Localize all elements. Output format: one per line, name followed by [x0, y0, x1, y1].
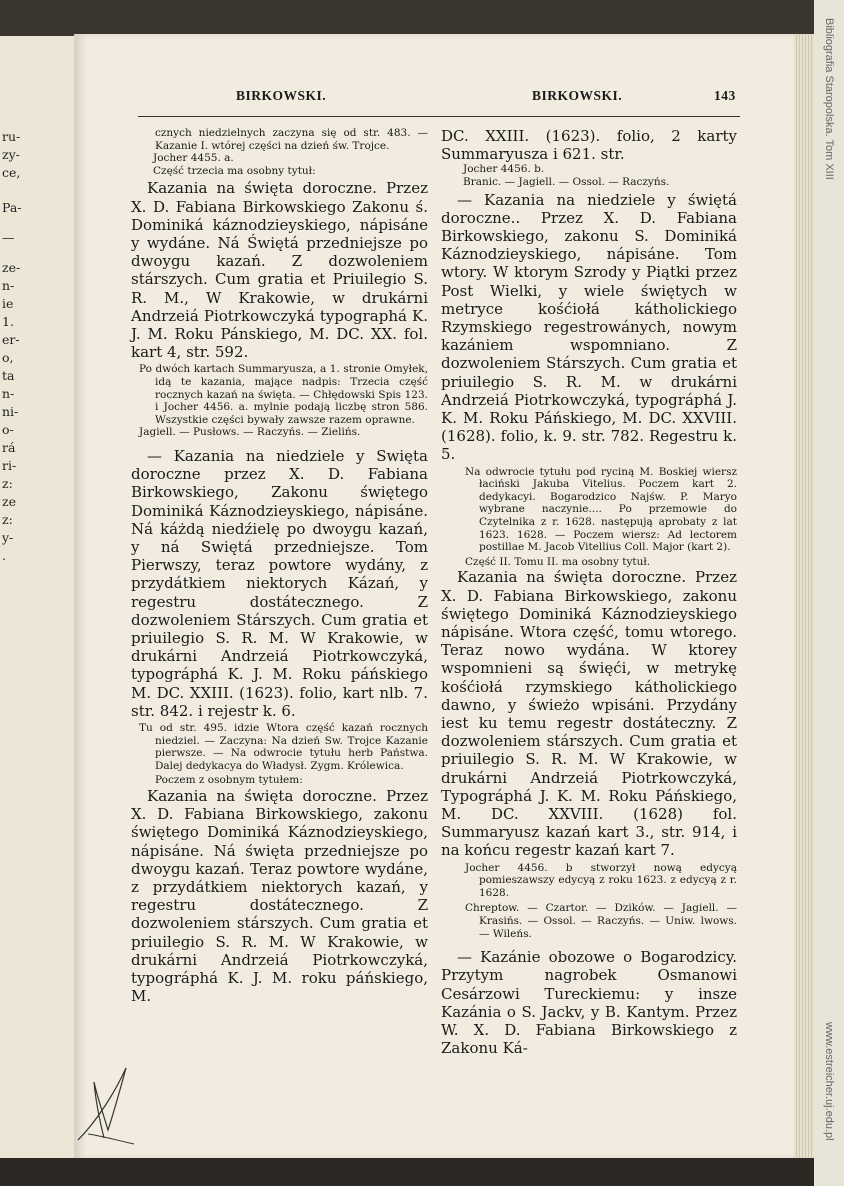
margin-fragment: ri- [2, 458, 17, 473]
header-rule [138, 116, 740, 117]
margin-fragment: n- [2, 386, 15, 401]
paragraph: Jocher 4456. b stworzył nową edycyą pomieszawszy edycyą z roku 1623. z edycyą z r. 1628. [465, 861, 737, 899]
margin-fragment: ze [2, 494, 16, 509]
paragraph: DC. XXIII. (1623). folio, 2 karty Summaryusza i 621. str. [441, 127, 737, 164]
margin-fragment: ze- [2, 260, 21, 275]
margin-fragment: o, [2, 350, 14, 365]
margin-fragment: z: [2, 512, 13, 527]
paragraph: Jocher 4455. a. [153, 152, 234, 165]
running-head-left: BIRKOWSKI. [236, 88, 327, 103]
margin-fragment: . [2, 548, 6, 563]
left-page-fragment [0, 36, 82, 1158]
paragraph: Kazania na święta doroczne. Przez X. D. Fabiana Birkowskiego, zakonu świętego Dominiká Káznodzieyskiego, nápisáne. Ná święta przedniejsze po dwoygu kazań. Teraz powtore wydáne, z przydátkiem niektorych kazań, y regestru dostátecznego. Z dozwoleniem stárszych. Cum gratia et priuilegio S. R. M. W Krakowie, w drukárni Andrzeiá Piotrkowczyká, typográphá K. J. M. roku páńskiego, M. [131, 786, 428, 1006]
margin-fragment: o- [2, 422, 14, 437]
paragraph: Poczem z osobnym tytułem: [155, 774, 303, 787]
paragraph: — Kazania na niedziele y świętá doroczne.. Przez X. D. Fabiana Birkowskiego, zakonu S. Dominiká Káznodzieyskiego, nápisáne. Tom wtory. W ktorym Szrody y Piątki przez Post Wielki, y wiele świętych w metryce kośćiołá kátholickiego Rzymskiego regestrowánych, nowym kazániem wspomniano. Z dozwoleniem Stárszych. Cum gratia et priuilegio S. R. M. w drukárni Andrzeiá Piotrkowczyká, typográphá J. K. M. Roku Páńskiego, M. DC. XXVIII. (1628). folio, k. 9. str. 782. Regestru k. 5. [441, 190, 737, 464]
margin-fragment: rá [2, 440, 16, 455]
paragraph: Część trzecia ma osobny tytuł: [153, 164, 316, 177]
paragraph: Jocher 4456. b. [463, 163, 545, 176]
side-label-bottom: www.estreicher.uj.edu.pl [823, 1022, 835, 1141]
right-column [441, 127, 737, 1057]
paragraph: Chreptow. — Czartor. — Dzików. — Jagiell. — Krasińs. — Ossol. — Raczyńs. — Uniw. lwows. — Wileńs. [465, 902, 737, 940]
margin-fragment: zy- [2, 147, 20, 162]
margin-fragment: y- [2, 530, 14, 545]
paragraph: cznych niedzielnych zaczyna się od str. 483. — Kazanie I. wtórej części na dzień św. Trojce. [155, 127, 428, 152]
margin-fragment: ie [2, 296, 14, 311]
library-stamp-mark [68, 1060, 148, 1150]
paragraph: — Kazania na niedziele y Swięta doroczne przez X. D. Fabiana Birkowskiego, Zakonu świętego Dominiká Káznodzieyskiego, nápisáne. Ná káżdą niedźielę po dwoygu kazań, y ná Swiętá przedniejsze. Tom Pierwszy, teraz powtore wydány, z przydátkiem niektorych Kázań, y regestru dostátecznego. Z dozwoleniem Stárszych. Cum gratia et priuilegio S. R. M. W Krakowie, w drukárni Andrzeiá Piotrkowczyká, typográphá K. J. M. Roku páńskiego M. DC. XXIII. (1623). folio, kart nlb. 7. str. 842. i rejestr k. 6. [131, 446, 428, 720]
page-edges [794, 34, 814, 1160]
paragraph: Branic. — Jagiell. — Ossol. — Raczyńs. [463, 176, 670, 188]
page-number: 143 [714, 88, 736, 103]
scanner-background-bottom [0, 1158, 814, 1186]
margin-fragment: — [2, 230, 15, 245]
margin-fragment: n- [2, 278, 15, 293]
side-strip [814, 0, 844, 1186]
margin-fragment: ta [2, 368, 15, 383]
running-head-right: BIRKOWSKI. [532, 88, 623, 103]
paragraph: Tu od str. 495. idzie Wtora część kazań rocznych niedziel. — Zaczyna: Na dzień Sw. Trojce Kazanie pierwsze. — Na odwrocie tytułu herb Państwa. Dalej dedykacya do Władysł. Zygm. Królewica. [139, 722, 428, 772]
paragraph: Część II. Tomu II. ma osobny tytuł. [465, 555, 651, 568]
margin-fragment: ce, [2, 165, 21, 180]
paragraph: — Kazánie obozowe o Bogarodzicy. Przytym nagrobek Osmanowi Cesárzowi Tureckiemu: y insze Kazánia o S. Jackv, y B. Kantym. Przez W. X. D. Fabiana Birkowskiego z Zakonu Ká- [441, 948, 737, 1058]
side-label-top: Bibliografia Staropolska. Tom XIII [823, 18, 835, 180]
margin-fragment: 1. [2, 314, 14, 329]
paragraph: Jagiell. — Pusłows. — Raczyńs. — Zielińs. [139, 426, 361, 439]
margin-fragment: er- [2, 332, 20, 347]
left-column [131, 127, 428, 1005]
paragraph: Na odwrocie tytułu pod ryciną M. Boskiej wiersz łaciński Jakuba Vitelius. Poczem kart 2. dedykacyi. Bogarodzico Najśw. P. Maryo wybrane naczynie.... Po przemowie do Czytelnika z r. 1628. następują aprobaty z lat 1623. 1628. — Poczem wiersz: Ad lectorem postillae M. Jacob Vitellius Coll. Major (kart 2). [465, 465, 737, 554]
margin-fragment: ni- [2, 404, 19, 419]
paragraph: Kazania na święta doroczne. Przez X. D. Fabiana Birkowskiego Zakonu ś. Dominiká káznodzieyskiego, nápisáne y wydáne. Ná Świętá przedniejsze po dwoygu kazań. Z dozwoleniem stárszych. Cum gratia et Priuilegio S. R. M., W Krakowie, w drukárni Andrzeiá Piotrkowczyká typographá K. J. M. Roku Pánskiego, M. DC. XX. fol. kart 4, str. 592. [131, 179, 428, 362]
margin-fragment: ru- [2, 129, 21, 144]
paragraph: Kazania na święta doroczne. Przez X. D. Fabiana Birkowskiego, zakonu świętego Dominiká Káznodzieyskiego nápisáne. Wtora część, tomu wtorego. Teraz nowo wydána. W ktorey wspomnieni są święći, w metrykę kośćiołá rzymskiego kátholickiego dawno, y świeżo wpisáni. Przydány iest ku temu regestr dostáteczny. Z dozwoleniem stárszych. Cum gratia et priuilegio S. R. M. W Krakowie, w drukárni Andrzeiá Piotrkowczyká, Typográphá J. K. M. Roku Páńskiego, M. DC. XXVIII. (1628) fol. Summaryusz kazań kart 3., str. 914, i na końcu regestr kazań kart 7. [441, 568, 737, 860]
paragraph: Po dwóch kartach Summaryusza, a 1. stronie Omyłek, idą te kazania, mające nadpis: Trzecia część rocznych kazań na święta. — Chłędowski Spis 123. i Jocher 4456. a. mylnie podają liczbę stron 586. Wszystkie części bywały zawsze razem oprawne. [139, 363, 428, 426]
margin-fragment: z: [2, 476, 13, 491]
margin-fragment: Pa- [2, 200, 22, 215]
